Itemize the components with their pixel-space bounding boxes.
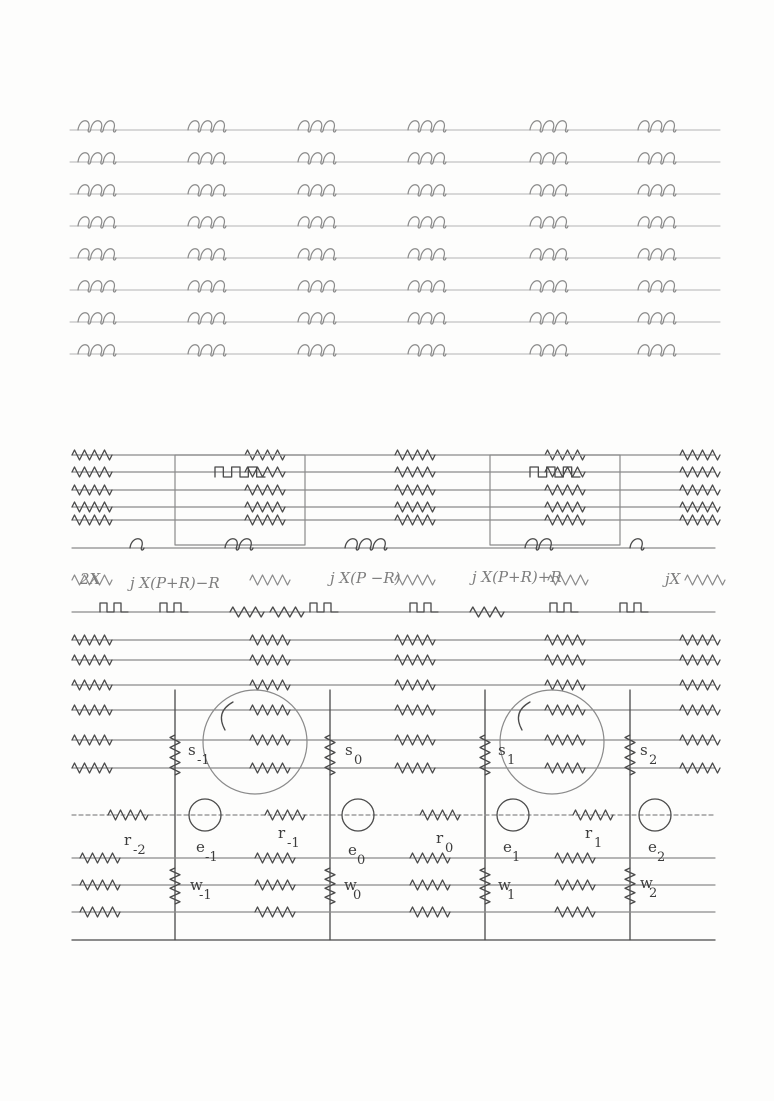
shunt-label: s	[188, 741, 196, 759]
shunt-label: s	[345, 741, 353, 759]
source-label-subscript: -1	[205, 850, 218, 865]
shunt-label-subscript: 1	[507, 753, 516, 768]
resistor-row	[72, 680, 720, 690]
series-label: r	[124, 831, 132, 849]
coil-row	[70, 121, 720, 132]
resistor-row	[72, 880, 715, 890]
series-label: r	[436, 829, 444, 847]
series-label-subscript: 1	[594, 836, 603, 851]
component-labels	[79, 568, 682, 903]
resistor-row	[72, 450, 720, 460]
coil-row	[70, 217, 720, 228]
resistor	[685, 575, 725, 585]
coil-row	[70, 345, 720, 356]
pulse-element	[620, 603, 648, 612]
resistor-row	[72, 502, 720, 512]
coil-row	[70, 153, 720, 164]
coupling-arrow	[221, 702, 233, 730]
coil-row	[70, 281, 720, 292]
resistor-row	[72, 655, 720, 665]
resistor	[395, 575, 435, 585]
resistor-row	[72, 907, 715, 917]
coupling-loop	[203, 690, 307, 794]
series-label-subscript: -2	[133, 843, 146, 858]
pulse-element	[100, 603, 128, 612]
coupling-arrow	[518, 702, 530, 730]
resistor-row	[72, 763, 720, 773]
ground-label-subscript: -1	[199, 888, 212, 903]
transformer-block	[490, 455, 620, 545]
resistor-row	[72, 735, 720, 745]
pulse-element	[310, 603, 338, 612]
coupling-circle	[203, 690, 307, 794]
reactance-label: j X(P+R)+R	[472, 568, 562, 586]
coil-row	[70, 185, 720, 196]
series-label-subscript: -1	[287, 836, 300, 851]
pulse-element	[550, 603, 578, 612]
resistor-row	[72, 853, 715, 863]
inductor-array	[70, 121, 720, 356]
ground-label: w	[190, 876, 203, 894]
resistor-row	[72, 485, 720, 495]
ground-label-subscript: 2	[649, 886, 658, 901]
resistor-row	[72, 515, 720, 525]
pulse-row	[72, 603, 715, 617]
shunt-label-subscript: 2	[649, 753, 658, 768]
shunt-label-subscript: 0	[354, 753, 363, 768]
ground-label: w	[498, 876, 511, 894]
resistor	[230, 607, 264, 617]
reactance-label: 2X	[80, 570, 101, 588]
ladder-network	[72, 450, 725, 940]
ground-label-subscript: 0	[353, 888, 362, 903]
source-label-subscript: 2	[657, 850, 666, 865]
reactance-label: j X(P+R)−R	[130, 574, 220, 592]
source-label: e	[503, 838, 512, 856]
shunt-label: s	[640, 741, 648, 759]
coupling-circle	[500, 690, 604, 794]
coil-row	[70, 249, 720, 260]
resistor-row	[72, 467, 720, 477]
resistor	[250, 575, 290, 585]
reactance-label: jX	[665, 570, 681, 588]
source-label: e	[648, 838, 657, 856]
pulse-element	[410, 603, 438, 612]
transformer-block	[175, 455, 305, 545]
series-label: r	[585, 824, 593, 842]
resistor	[270, 607, 304, 617]
source-label-subscript: 0	[357, 853, 366, 868]
coil-row	[70, 313, 720, 324]
source-label-subscript: 1	[512, 850, 521, 865]
ground-label-subscript: 1	[507, 888, 516, 903]
series-label-subscript: 0	[445, 841, 454, 856]
source-label: e	[196, 838, 205, 856]
coupling-loop	[500, 690, 604, 794]
resistor-row	[72, 635, 720, 645]
series-label: r	[278, 824, 286, 842]
source-label: e	[348, 841, 357, 859]
ground-label: w	[640, 874, 653, 892]
source-row	[72, 799, 715, 831]
shunt-label: s	[498, 741, 506, 759]
resistor	[470, 607, 504, 617]
ground-label: w	[344, 876, 357, 894]
shunt-label-subscript: -1	[197, 753, 210, 768]
reactance-label: j X(P −R)	[330, 569, 401, 587]
resistor-row	[72, 705, 720, 715]
coil-chain	[72, 539, 715, 550]
pulse-element	[160, 603, 188, 612]
